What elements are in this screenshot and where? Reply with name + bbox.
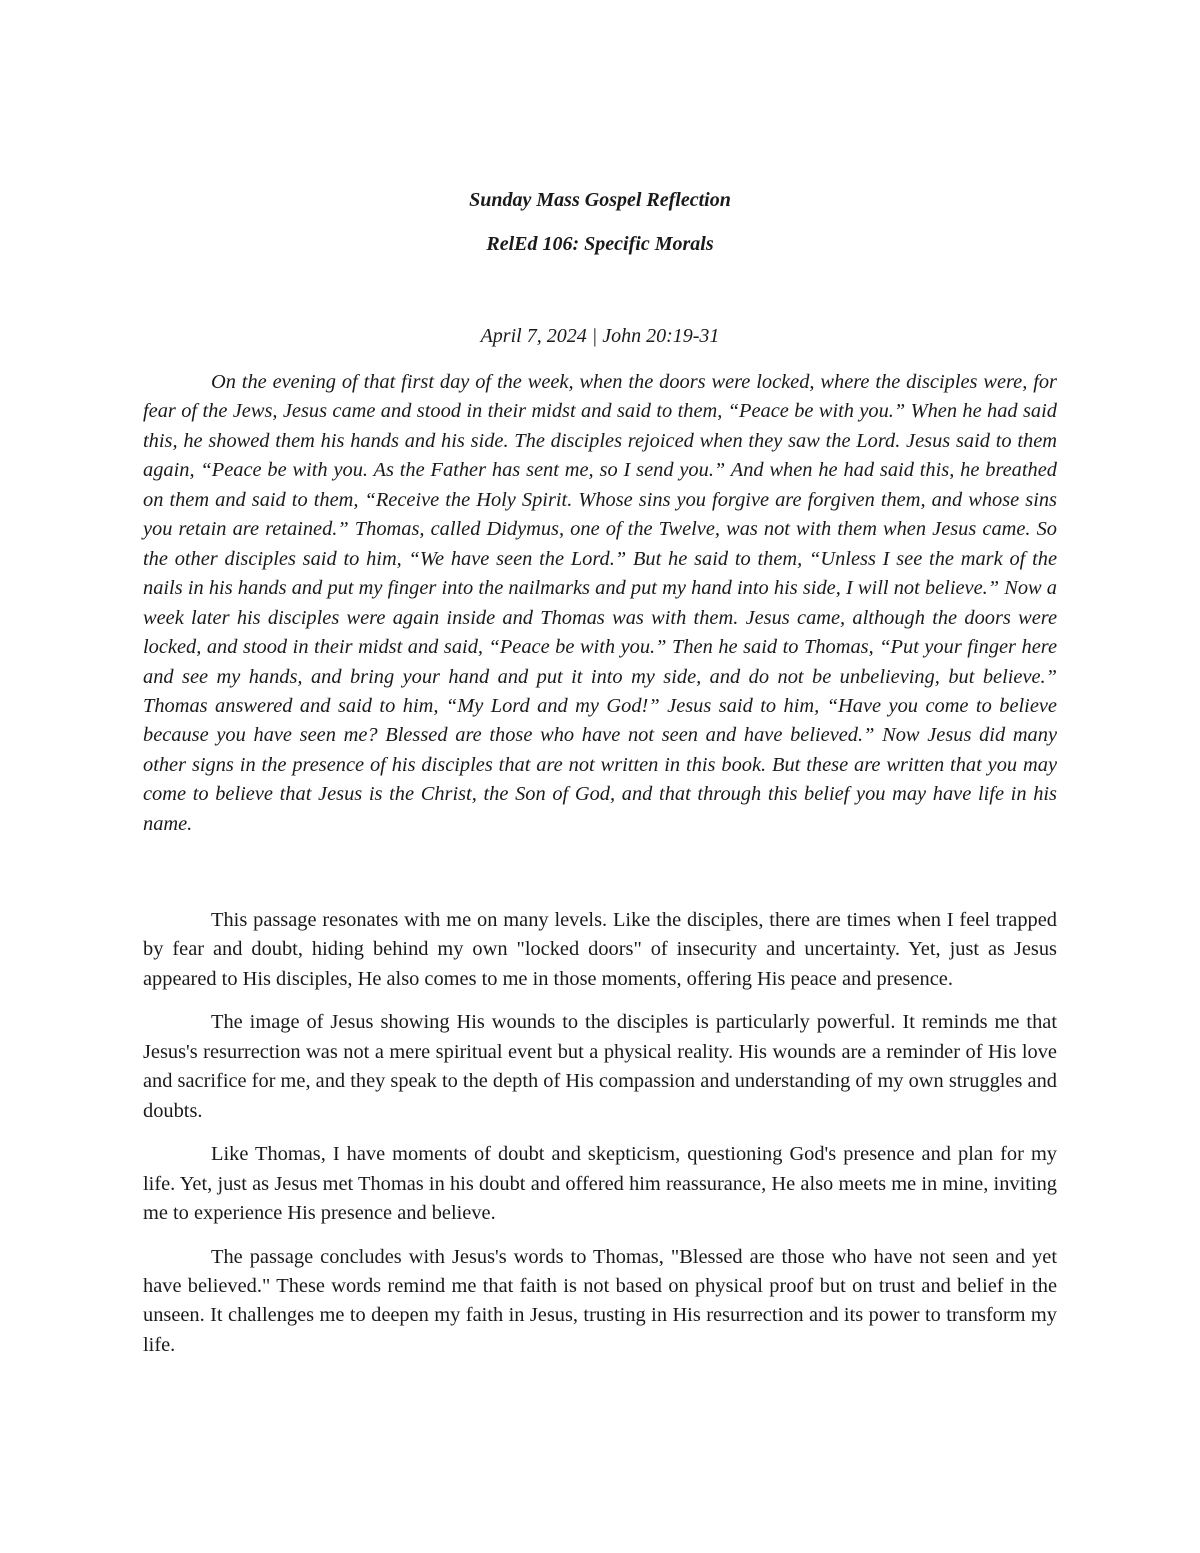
date-scripture-reference: April 7, 2024 | John 20:19-31	[480, 325, 720, 347]
gospel-passage: On the evening of that first day of the week, when the doors were locked, where the disciples were, for fear of the Jews, Jesus came and stood in their midst and said to them, “Peace be with you.” When he had said this, he showed them his hands and his side. The disciples rejoiced when they saw the Lord. Jesus said to them again, “Peace be with you. As the Father has sent me, so I send you.” And when he had said this, he breathed on them and said to them, “Receive the Holy Spirit. Whose sins you forgive are forgiven them, and whose sins you retain are retained.” Thomas, called Didymus, one of the Twelve, was not with them when Jesus came. So the other disciples said to him, “We have seen the Lord.” But he said to them, “Unless I see the mark of the nails in his hands and put my finger into the nailmarks and put my hand into his side, I will not believe.” Now a week later his disciples were again inside and Thomas was with them. Jesus came, although the doors were locked, and stood in their midst and said, “Peace be with you.” Then he said to Thomas, “Put your finger here and see my hands, and bring your hand and put it into my side, and do not be unbelieving, but believe.” Thomas answered and said to him, “My Lord and my God!” Jesus said to him, “Have you come to believe because you have seen me? Blessed are those who have not seen and have believed.” Now Jesus did many other signs in the presence of his disciples that are not written in this book. But these are written that you may come to believe that Jesus is the Christ, the Son of God, and that through this belief you may have life in his name.	[143, 371, 1057, 835]
course-subtitle: RelEd 106: Specific Morals	[486, 233, 714, 255]
reflection-paragraph: The passage concludes with Jesus's words to Thomas, "Blessed are those who have not seen and yet have believed." These words remind me that faith is not based on physical proof but on trust and belief in the unseen. It challenges me to deepen my faith in Jesus, trusting in His resurrection and its power to transform my life.	[143, 1245, 1057, 1356]
reflection-paragraph: This passage resonates with me on many levels. Like the disciples, there are times when I feel trapped by fear and doubt, hiding behind my own "locked doors" of insecurity and uncertainty. Yet, just as Jesus appeared to His disciples, He also comes to me in those moments, offering His peace and presence.	[143, 909, 1057, 990]
title-block	[143, 186, 1057, 274]
reflection-paragraph: The image of Jesus showing His wounds to the disciples is particularly powerful. It reminds me that Jesus's resurrection was not a mere spiritual event but a physical reality. His wounds are a reminder of His love and sacrifice for me, and they speak to the depth of His compassion and understanding of my own struggles and doubts.	[143, 1011, 1057, 1122]
document-page	[143, 0, 1057, 1553]
reflection-paragraph: Like Thomas, I have moments of doubt and skepticism, questioning God's presence and plan for my life. Yet, just as Jesus met Thomas in his doubt and offered him reassurance, He also meets me in mine, inviting me to experience His presence and believe.	[143, 1143, 1057, 1225]
document-title: Sunday Mass Gospel Reflection	[469, 189, 731, 211]
reflection-section	[143, 906, 1057, 1374]
